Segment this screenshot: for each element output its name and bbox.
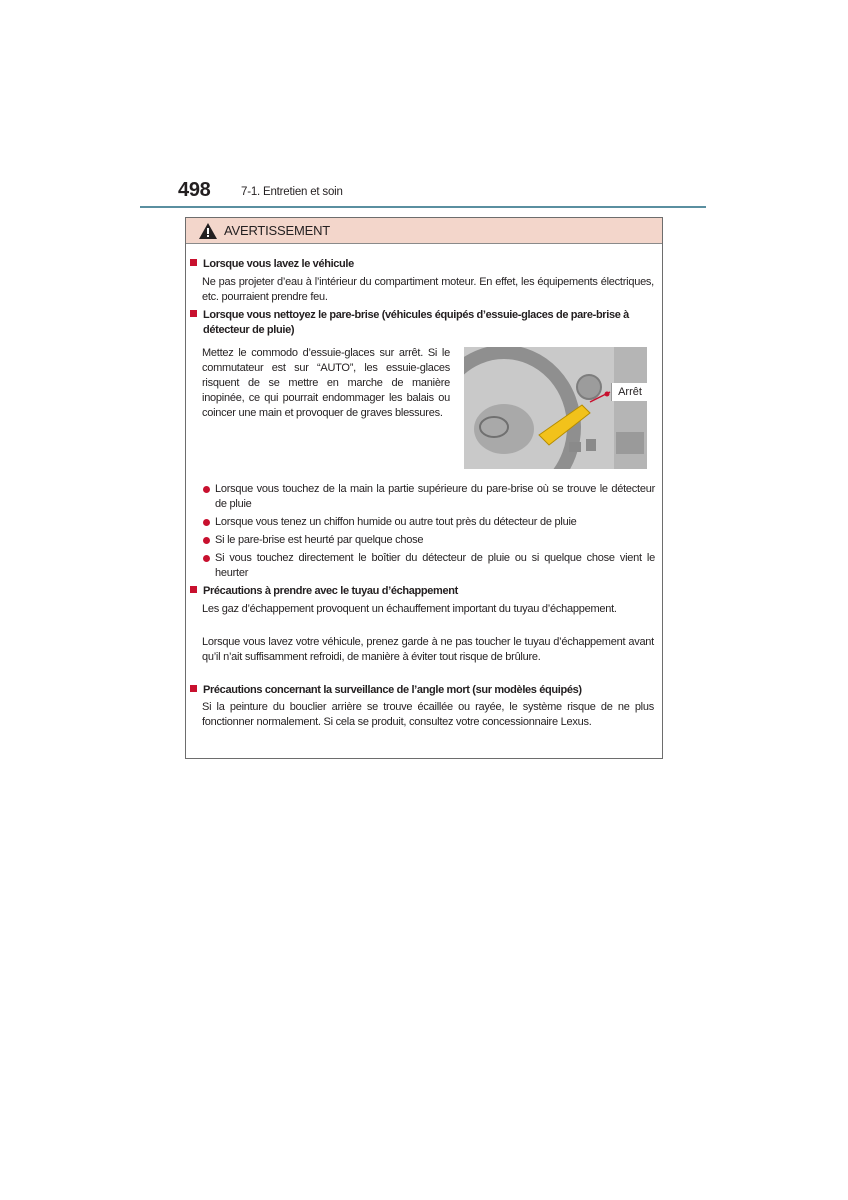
paragraph-cleaning-windshield: Mettez le commodo d’essuie-glaces sur arrêt. Si le commutateur est sur “AUTO”, les essuie-glaces risquent de se mettre en marche de manière inopinée, ce qui pourrait endommager les balais ou coincer une main et provoquer de graves blessures.: [202, 347, 450, 419]
header-rule: [140, 206, 706, 208]
paragraph-blind-spot-monitor: Si la peinture du bouclier arrière se trouve écaillée ou rayée, le système risque de ne plus fonctionner normalement. Si cela se produit, consultez votre concessionnaire Lexus.: [202, 701, 654, 728]
red-bullet-dot: [203, 555, 210, 562]
heading-exhaust-pipe: Précautions à prendre avec le tuyau d’échappement: [190, 584, 658, 599]
red-square-marker: [190, 259, 197, 266]
list-item: Si le pare-brise est heurté par quelque chose: [203, 533, 655, 548]
warning-box: [185, 217, 663, 759]
list-item: Lorsque vous tenez un chiffon humide ou autre tout près du détecteur de pluie: [203, 515, 655, 530]
heading-blind-spot-monitor: Précautions concernant la surveillance de l’angle mort (sur modèles équipés): [190, 683, 658, 698]
page-number: 498: [178, 179, 211, 201]
list-item: Lorsque vous touchez de la main la partie supérieure du pare-brise où se trouve le détecteur de pluie: [203, 482, 655, 512]
red-square-marker: [190, 586, 197, 593]
red-bullet-dot: [203, 519, 210, 526]
red-bullet-dot: [203, 486, 210, 493]
list-item: Si vous touchez directement le boîtier du détecteur de pluie ou si quelque chose vient le heurter: [203, 551, 655, 581]
paragraph-exhaust-heat: Les gaz d’échappement provoquent un échauffement important du tuyau d’échappement.: [202, 603, 617, 615]
section-title: 7-1. Entretien et soin: [241, 186, 343, 198]
red-square-marker: [190, 685, 197, 692]
wiper-lever-figure: [464, 347, 647, 469]
heading-washing-vehicle: Lorsque vous lavez le véhicule: [190, 257, 658, 272]
warning-title: AVERTISSEMENT: [224, 223, 330, 238]
paragraph-exhaust-burn: Lorsque vous lavez votre véhicule, prenez garde à ne pas toucher le tuyau d’échappement avant qu’il n’ait suffisamment refroidi, de manière à éviter tout risque de brûlure.: [202, 636, 654, 663]
paragraph-washing-vehicle: Ne pas projeter d’eau à l’intérieur du compartiment moteur. En effet, les équipements électriques, etc. pourraient prendre feu.: [202, 276, 654, 303]
steering-wheel-illustration: [464, 347, 647, 469]
heading-cleaning-windshield: Lorsque vous nettoyez le pare-brise (véhicules équipés d’essuie-glaces de pare-brise à détecteur de pluie): [190, 308, 658, 338]
warning-triangle-icon: [198, 222, 218, 240]
red-bullet-dot: [203, 537, 210, 544]
figure-callout-label: Arrêt: [611, 383, 647, 401]
red-square-marker: [190, 310, 197, 317]
warning-header: [186, 218, 662, 244]
